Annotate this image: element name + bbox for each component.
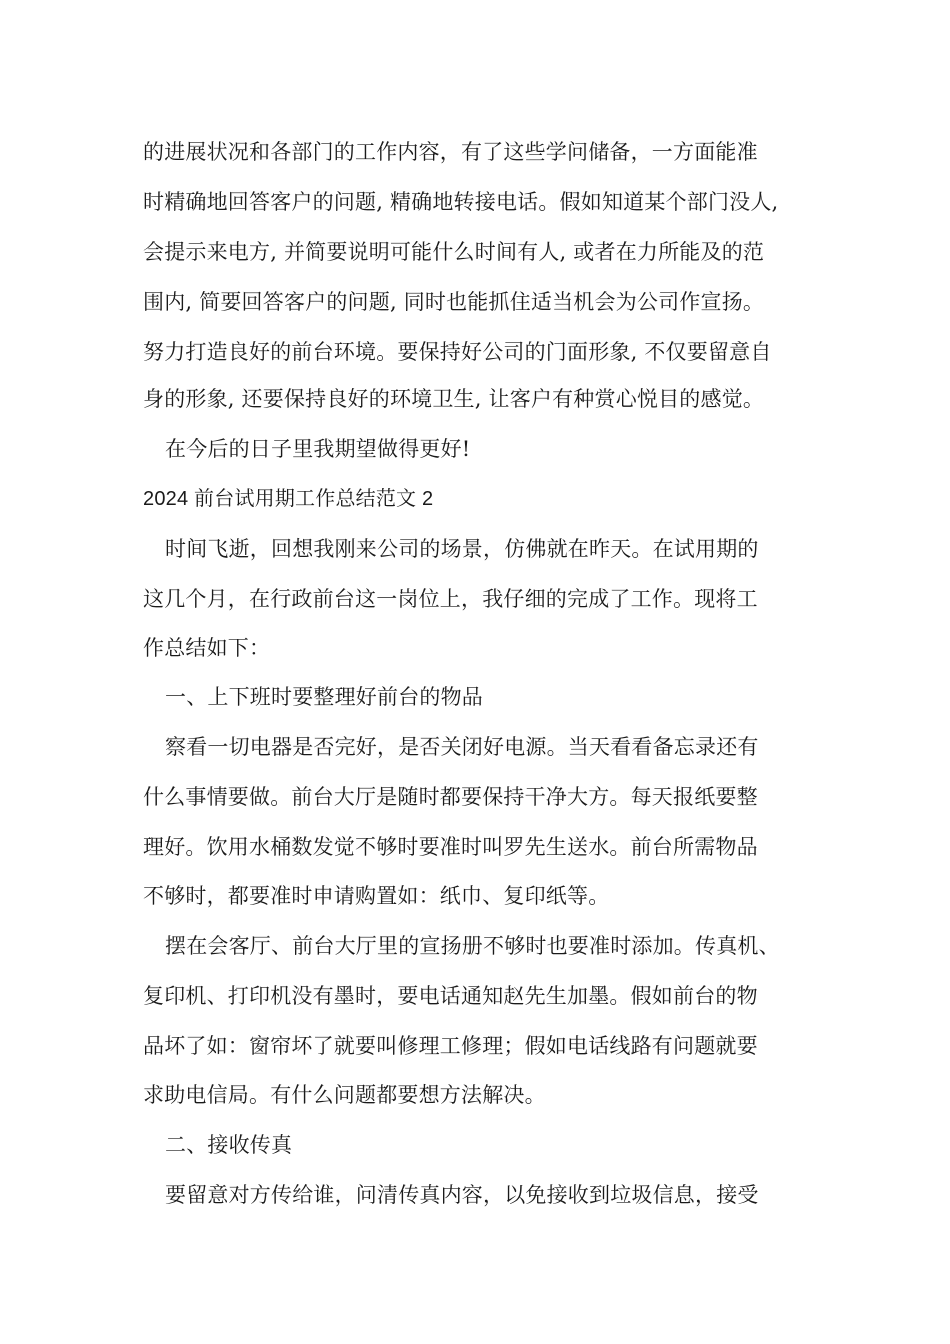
text-line: 在今后的日子里我期望做得更好! — [165, 437, 471, 461]
text-line: 时间飞逝，回想我刚来公司的场景，仿佛就在昨天。在试用期的 — [165, 537, 759, 561]
text-line: 摆在会客厅、前台大厅里的宣扬册不够时也要准时添加。传真机、 — [165, 934, 780, 958]
text-line: 察看一切电器是否完好，是否关闭好电源。当天看看备忘录还有 — [165, 735, 759, 759]
text-line: 时精确地回答客户的问题, 精确地转接电话。假如知道某个部门没人, — [143, 190, 779, 214]
text-line: 努力打造良好的前台环境。要保持好公司的门面形象, 不仅要留意自 — [143, 340, 772, 364]
text-line: 什么事情要做。前台大厅是随时都要保持干净大方。每天报纸要整 — [143, 785, 758, 809]
text-line: 求助电信局。有什么问题都要想方法解决。 — [143, 1083, 546, 1107]
section-heading: 2024 前台试用期工作总结范文 2 — [143, 488, 434, 510]
text-line: 身的形象, 还要保持良好的环境卫生, 让客户有种赏心悦目的感觉。 — [143, 387, 765, 411]
text-line: 会提示来电方, 并简要说明可能什么时间有人, 或者在力所能及的范 — [143, 240, 765, 264]
subheading: 二、接收传真 — [165, 1133, 293, 1157]
text-line: 围内, 简要回答客户的问题, 同时也能抓住适当机会为公司作宣扬。 — [143, 290, 765, 314]
text-line: 的进展状况和各部门的工作内容，有了这些学问储备，一方面能准 — [143, 140, 758, 164]
text-line: 品坏了如：窗帘坏了就要叫修理工修理；假如电话线路有问题就要 — [143, 1034, 758, 1058]
text-line: 不够时，都要准时申请购置如：纸巾、复印纸等。 — [143, 884, 610, 908]
text-line: 理好。饮用水桶数发觉不够时要准时叫罗先生送水。前台所需物品 — [143, 835, 758, 859]
text-line: 复印机、打印机没有墨时，要电话通知赵先生加墨。假如前台的物 — [143, 984, 758, 1008]
subheading: 一、上下班时要整理好前台的物品 — [165, 685, 483, 709]
text-line: 要留意对方传给谁，问清传真内容，以免接收到垃圾信息，接受 — [165, 1183, 759, 1207]
text-line: 这几个月，在行政前台这一岗位上，我仔细的完成了工作。现将工 — [143, 587, 758, 611]
text-line: 作总结如下： — [143, 636, 271, 660]
